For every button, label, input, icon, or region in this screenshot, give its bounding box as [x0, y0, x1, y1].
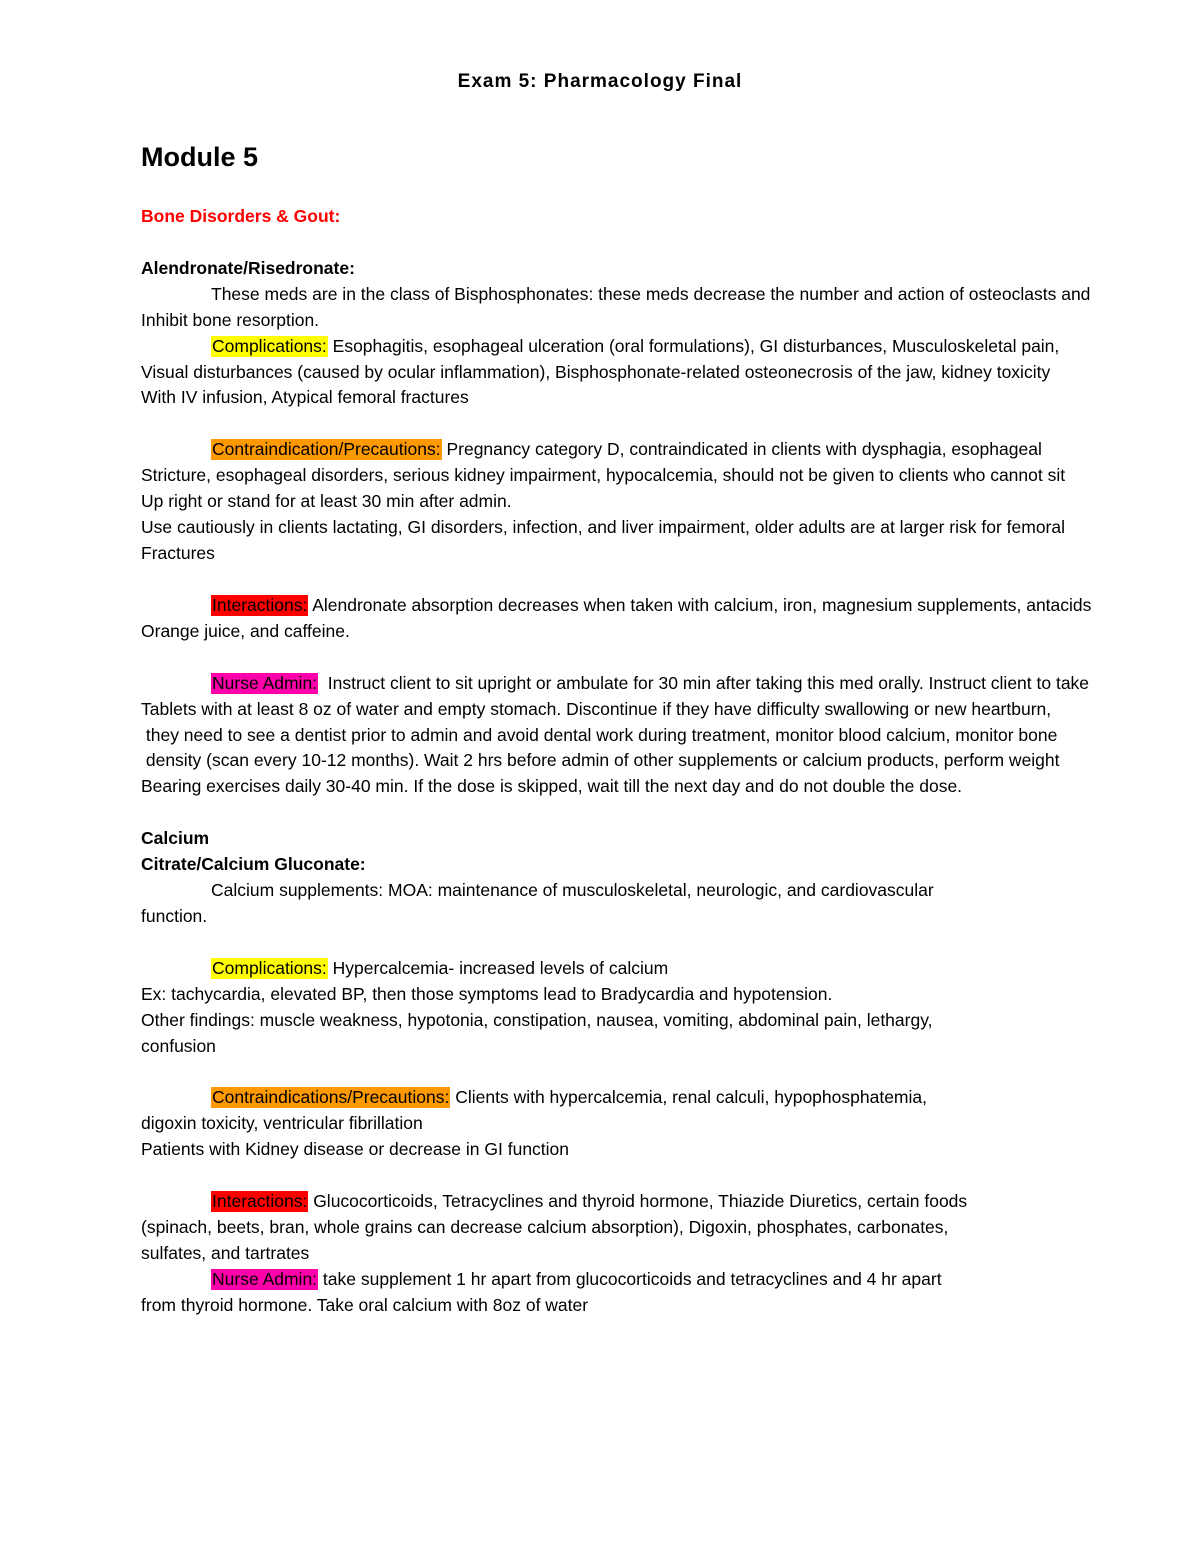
- nurse-admin-line: Nurse Admin: take supplement 1 hr apart from glucocorticoids and tetracyclines and 4 hr apart: [212, 1268, 942, 1289]
- drug-description-line: Inhibit bone resorption.: [141, 309, 320, 330]
- contraindications-line: Up right or stand for at least 30 min after admin.: [141, 491, 512, 512]
- complications-line: Ex: tachycardia, elevated BP, then those symptoms lead to Bradycardia and hypotension.: [141, 983, 833, 1004]
- contraindications-line: Patients with Kidney disease or decrease in GI function: [141, 1139, 570, 1160]
- complications-line: Other findings: muscle weakness, hypotonia, constipation, nausea, vomiting, abdominal pain, lethargy,: [141, 1009, 933, 1030]
- interactions-line: Interactions: Alendronate absorption decreases when taken with calcium, iron, magnesium supplements, antacids: [212, 594, 1092, 615]
- drug-description-line: Calcium supplements: MOA: maintenance of musculoskeletal, neurologic, and cardiovascular: [211, 880, 934, 901]
- nurse-admin-line: from thyroid hormone. Take oral calcium with 8oz of water: [141, 1294, 589, 1315]
- nurse-admin-label: Nurse Admin:: [212, 672, 318, 693]
- section-heading: Bone Disorders & Gout:: [141, 206, 341, 226]
- complications-line: With IV infusion, Atypical femoral fractures: [141, 387, 469, 408]
- interactions-line: (spinach, beets, bran, whole grains can decrease calcium absorption), Digoxin, phosphates, carbonates,: [141, 1217, 949, 1238]
- nurse-admin-line: Tablets with at least 8 oz of water and empty stomach. Discontinue if they have difficulty swallowing or new heartburn,: [141, 698, 1052, 719]
- interactions-line: Orange juice, and caffeine.: [141, 620, 350, 641]
- document-title: Exam 5: Pharmacology Final: [457, 71, 743, 92]
- contraindications-line: digoxin toxicity, ventricular fibrillation: [141, 1113, 423, 1134]
- nurse-admin-line: density (scan every 10-12 months). Wait 2 hrs before admin of other supplements or calcium products, perform weight: [141, 750, 1060, 771]
- complications-line: Complications: Esophagitis, esophageal ulceration (oral formulations), GI disturbances, Musculoskeletal pain,: [212, 335, 1060, 356]
- contraindications-line: Fractures: [141, 542, 215, 563]
- contraindications-line: Contraindications/Precautions: Clients with hypercalcemia, renal calculi, hypophosphatemia,: [212, 1087, 927, 1108]
- interactions-line: Interactions: Glucocorticoids, Tetracyclines and thyroid hormone, Thiazide Diuretics, certain foods: [212, 1191, 968, 1212]
- drug-heading: Citrate/Calcium Gluconate:: [141, 854, 366, 875]
- nurse-admin-line: Nurse Admin: Instruct client to sit upright or ambulate for 30 min after taking this med orally. Instruct client to take: [212, 672, 1090, 693]
- contraindications-line: Use cautiously in clients lactating, GI disorders, infection, and liver impairment, older adults are at larger risk for femoral: [141, 517, 1066, 538]
- contraindications-label: Contraindication/Precautions:: [212, 439, 441, 460]
- nurse-admin-line: Bearing exercises daily 30-40 min. If the dose is skipped, wait till the next day and do not double the dose.: [141, 776, 963, 797]
- drug-block-alendronate: [141, 256, 1197, 800]
- drug-heading: Calcium: [141, 828, 210, 849]
- contraindications-line: Stricture, esophageal disorders, serious kidney impairment, hypocalcemia, should not be given to clients who cannot sit: [141, 465, 1066, 486]
- nurse-admin-label: Nurse Admin:: [212, 1268, 318, 1289]
- document-body: [141, 140, 1197, 1319]
- contraindications-label: Contraindications/Precautions:: [212, 1087, 450, 1108]
- complications-line: Visual disturbances (caused by ocular inflammation), Bisphosphonate-related osteonecrosis of the jaw, kidney toxicity: [141, 361, 1051, 382]
- interactions-line: sulfates, and tartrates: [141, 1243, 310, 1263]
- complications-line: Complications: Hypercalcemia- increased levels of calcium: [212, 957, 669, 978]
- interactions-label: Interactions:: [212, 594, 308, 615]
- module-heading: Module 5: [141, 142, 259, 172]
- complications-label: Complications:: [212, 957, 327, 978]
- nurse-admin-line: they need to see a dentist prior to admin and avoid dental work during treatment, monitor blood calcium, monitor bone: [141, 724, 1058, 745]
- drug-description-line: function.: [141, 905, 208, 926]
- complications-label: Complications:: [212, 335, 327, 356]
- drug-heading: Alendronate/Risedronate:: [141, 257, 355, 278]
- interactions-label: Interactions:: [212, 1191, 308, 1212]
- contraindications-line: Contraindication/Precautions: Pregnancy category D, contraindicated in clients with dysphagia, esophageal: [212, 439, 1042, 460]
- drug-description-line: These meds are in the class of Bisphosphonates: these meds decrease the number and action of osteoclasts and: [211, 283, 1091, 304]
- drug-block-calcium: [141, 826, 1197, 1319]
- complications-line: confusion: [141, 1035, 216, 1056]
